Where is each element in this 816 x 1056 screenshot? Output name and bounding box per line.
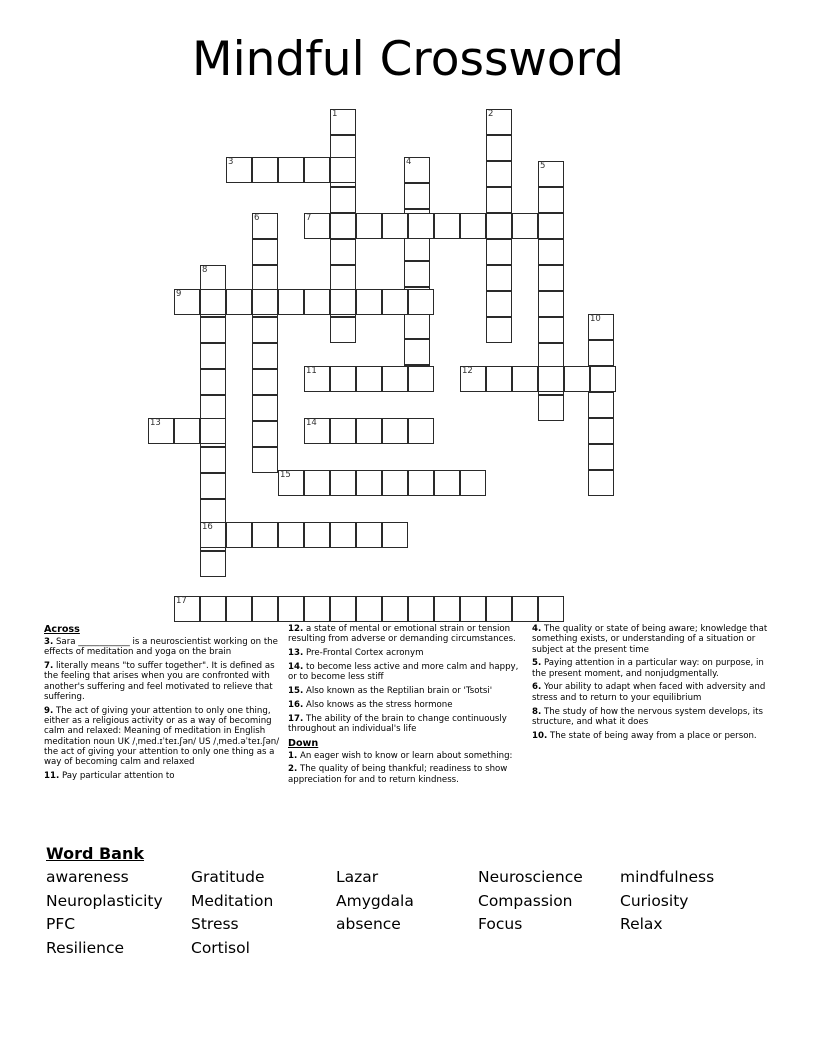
word-bank-word: Compassion	[478, 891, 573, 910]
crossword-cell[interactable]	[200, 265, 226, 291]
cell-number: 6	[254, 213, 260, 223]
cell-number: 4	[406, 157, 412, 167]
crossword-cell[interactable]	[356, 596, 382, 622]
crossword-cell[interactable]	[356, 522, 382, 548]
clue-number: 17.	[288, 713, 304, 724]
cell-number: 10	[590, 314, 601, 324]
cell-number: 3	[228, 157, 234, 167]
crossword-cell[interactable]	[174, 596, 200, 622]
crossword-cell[interactable]	[486, 187, 512, 213]
crossword-cell[interactable]	[330, 213, 356, 239]
word-bank-word: Lazar	[336, 868, 379, 886]
crossword-cell[interactable]	[588, 392, 614, 418]
crossword-cell[interactable]	[200, 522, 226, 548]
crossword-cell[interactable]	[512, 596, 538, 622]
crossword-cell[interactable]	[538, 596, 564, 622]
word-bank-word: awareness	[46, 868, 129, 886]
cell-number: 16	[202, 522, 213, 532]
clue-item: 14. to become less active and more calm and happy, or to become less stiff	[288, 661, 519, 683]
clue-item: 12. a state of mental or emotional strain or tension resulting from adverse or demanding circumstances.	[288, 624, 516, 645]
crossword-cell[interactable]	[404, 183, 430, 209]
crossword-cell[interactable]	[408, 418, 434, 444]
across-heading: Across	[44, 624, 80, 635]
clue-item: 1. An eager wish to know or learn about something:	[288, 750, 513, 761]
crossword-cell[interactable]	[356, 366, 382, 392]
cell-number: 15	[280, 470, 291, 480]
crossword-cell[interactable]	[588, 418, 614, 444]
word-bank-word: Relax	[620, 915, 663, 933]
crossword-cell[interactable]	[226, 522, 252, 548]
crossword-cell[interactable]	[330, 596, 356, 622]
clues-section	[44, 624, 780, 829]
crossword-cell[interactable]	[252, 421, 278, 447]
crossword-cell[interactable]	[538, 161, 564, 187]
clue-item: 9. The act of giving your attention to only one thing, either as a religious activity or as a way of becoming calm and relaxed: Meaning of meditation in English meditation noun UK /ˌmed.ɪˈteɪ.ʃən/ US /ˌmed.əˈteɪ.ʃən/ the act of giving your attention to only one thing as a way of becoming calm and relaxed	[44, 705, 280, 768]
word-bank-word: Gratitude	[191, 868, 265, 886]
cell-number: 9	[176, 289, 182, 299]
crossword-cell[interactable]	[382, 289, 408, 315]
crossword-cell[interactable]	[226, 157, 252, 183]
crossword-cell[interactable]	[200, 369, 226, 395]
clue-item: 16. Also knows as the stress hormone	[288, 699, 453, 710]
crossword-cell[interactable]	[200, 473, 226, 499]
crossword-cell[interactable]	[538, 187, 564, 213]
crossword-cell[interactable]	[460, 470, 486, 496]
clue-number: 16.	[288, 699, 304, 710]
clue-item: 3. Sara ____________ is a neuroscientist working on the effects of meditation and yoga on the brain	[44, 637, 278, 658]
word-bank-word: Curiosity	[620, 891, 689, 910]
crossword-cell[interactable]	[252, 522, 278, 548]
clue-number: 3.	[44, 637, 54, 647]
clue-item: 10. The state of being away from a place or person.	[532, 730, 757, 741]
crossword-cell[interactable]	[588, 314, 614, 340]
crossword-cell[interactable]	[278, 289, 304, 315]
clue-item: 17. The ability of the brain to change continuously throughout an individual's life	[288, 713, 507, 734]
word-bank-word: Resilience	[46, 938, 125, 957]
crossword-cell[interactable]	[486, 366, 512, 392]
crossword-cell[interactable]	[486, 596, 512, 622]
word-bank-title: Word Bank	[46, 844, 145, 863]
crossword-cell[interactable]	[538, 265, 564, 291]
cell-number: 1	[332, 109, 338, 119]
crossword-cell[interactable]	[252, 289, 278, 315]
crossword-cell[interactable]	[486, 291, 512, 317]
crossword-cell[interactable]	[382, 366, 408, 392]
crossword-cell[interactable]	[564, 366, 590, 392]
crossword-cell[interactable]	[404, 313, 430, 339]
crossword-cell[interactable]	[252, 239, 278, 265]
crossword-cell[interactable]	[252, 596, 278, 622]
crossword-cell[interactable]	[304, 522, 330, 548]
crossword-cell[interactable]	[538, 317, 564, 343]
crossword-cell[interactable]	[226, 596, 252, 622]
clue-item: 4. The quality or state of being aware; knowledge that something exists, or understanding of a situation or subject at the present time	[532, 624, 768, 655]
crossword-cell[interactable]	[174, 418, 200, 444]
clue-number: 12.	[288, 624, 304, 634]
clue-item: 2. The quality of being thankful; readiness to show appreciation for and to return kindness.	[288, 764, 508, 785]
word-bank	[46, 844, 776, 960]
crossword-cell[interactable]	[512, 366, 538, 392]
crossword-cell[interactable]	[356, 213, 382, 239]
clue-item: 7. literally means "to suffer together". It is defined as the feeling that arises when you are confronted with another's suffering and feel motivated to relieve that suffering.	[44, 661, 275, 702]
crossword-cell[interactable]	[330, 157, 356, 183]
crossword-cell[interactable]	[590, 366, 616, 392]
crossword-cell[interactable]	[200, 596, 226, 622]
cell-number: 5	[540, 161, 546, 171]
crossword-cell[interactable]	[278, 596, 304, 622]
crossword-cell[interactable]	[408, 470, 434, 496]
clue-number: 5.	[532, 658, 542, 669]
crossword-cell[interactable]	[304, 157, 330, 183]
crossword-cell[interactable]	[330, 366, 356, 392]
crossword-cell[interactable]	[434, 596, 460, 622]
crossword-cell[interactable]	[330, 289, 356, 315]
crossword-cell[interactable]	[408, 289, 434, 315]
crossword-cell[interactable]	[200, 418, 226, 444]
crossword-cell[interactable]	[486, 161, 512, 187]
crossword-cell[interactable]	[486, 239, 512, 265]
crossword-cell[interactable]	[382, 522, 408, 548]
clue-number: 10.	[532, 730, 548, 741]
cell-number: 13	[150, 418, 161, 428]
clue-number: 14.	[288, 661, 304, 672]
crossword-cell[interactable]	[174, 289, 200, 315]
crossword-cell[interactable]	[330, 418, 356, 444]
crossword-cell[interactable]	[330, 265, 356, 291]
crossword-cell[interactable]	[252, 317, 278, 343]
crossword-cell[interactable]	[330, 470, 356, 496]
crossword-cell[interactable]	[408, 366, 434, 392]
clue-item: 15. Also known as the Reptilian brain or 'Tsotsi'	[288, 685, 493, 696]
crossword-cell[interactable]	[304, 470, 330, 496]
crossword-cell[interactable]	[486, 109, 512, 135]
crossword-cell[interactable]	[356, 289, 382, 315]
clue-number: 4.	[532, 624, 542, 634]
crossword-cell[interactable]	[408, 213, 434, 239]
word-bank-word: Meditation	[191, 891, 274, 910]
crossword-cell[interactable]	[330, 522, 356, 548]
crossword-cell[interactable]	[330, 109, 356, 135]
cell-number: 17	[176, 596, 187, 606]
clue-number: 6.	[532, 682, 542, 693]
crossword-cell[interactable]	[278, 157, 304, 183]
word-bank-word: Neuroscience	[478, 868, 583, 886]
crossword-cell[interactable]	[486, 317, 512, 343]
word-bank-word: Focus	[478, 915, 523, 933]
crossword-cell[interactable]	[538, 213, 564, 239]
crossword-cell[interactable]	[304, 213, 330, 239]
clues-column-3	[532, 624, 780, 744]
crossword-cell[interactable]	[408, 596, 434, 622]
crossword-cell[interactable]	[434, 213, 460, 239]
clue-number: 2.	[288, 764, 298, 775]
cell-number: 2	[488, 109, 494, 119]
crossword-cell[interactable]	[460, 213, 486, 239]
crossword-cell[interactable]	[486, 213, 512, 239]
crossword-cell[interactable]	[460, 366, 486, 392]
word-bank-word: PFC	[46, 915, 76, 933]
clue-item: 11. Pay particular attention to	[44, 771, 175, 782]
crossword-cell[interactable]	[252, 157, 278, 183]
word-bank-word: Cortisol	[191, 938, 250, 957]
clue-number: 9.	[44, 705, 54, 716]
cell-number: 11	[306, 366, 317, 376]
cell-number: 12	[462, 366, 473, 376]
crossword-cell[interactable]	[252, 447, 278, 473]
crossword-cell[interactable]	[200, 551, 226, 577]
word-bank-list	[46, 866, 776, 960]
crossword-cell[interactable]	[200, 289, 226, 315]
cell-number: 14	[306, 418, 317, 428]
crossword-cell[interactable]	[538, 239, 564, 265]
crossword-cell[interactable]	[404, 157, 430, 183]
crossword-cell[interactable]	[304, 289, 330, 315]
word-bank-word: Stress	[191, 915, 239, 933]
crossword-cell[interactable]	[148, 418, 174, 444]
cell-number: 7	[306, 213, 312, 223]
crossword-cell[interactable]	[404, 339, 430, 365]
crossword-cell[interactable]	[356, 418, 382, 444]
clue-number: 7.	[44, 661, 54, 672]
crossword-cell[interactable]	[252, 213, 278, 239]
crossword-cell[interactable]	[304, 596, 330, 622]
crossword-cell[interactable]	[460, 596, 486, 622]
crossword-cell[interactable]	[278, 522, 304, 548]
clue-number: 15.	[288, 685, 304, 696]
crossword-cell[interactable]	[434, 470, 460, 496]
clue-item: 5. Paying attention in a particular way: on purpose, in the present moment, and nonjudgmentally.	[532, 658, 764, 679]
clue-item: 8. The study of how the nervous system develops, its structure, and what it does	[532, 706, 764, 727]
clue-number: 11.	[44, 771, 60, 782]
crossword-cell[interactable]	[304, 366, 330, 392]
crossword-cell[interactable]	[200, 317, 226, 343]
clue-number: 8.	[532, 706, 542, 717]
crossword-cell[interactable]	[382, 470, 408, 496]
crossword-cell[interactable]	[330, 317, 356, 343]
crossword-cell[interactable]	[382, 213, 408, 239]
crossword-cell[interactable]	[588, 470, 614, 496]
word-bank-word: mindfulness	[620, 868, 715, 886]
word-bank-word: absence	[336, 915, 401, 933]
clues-column-1	[44, 624, 282, 785]
crossword-cell[interactable]	[200, 447, 226, 473]
down-heading: Down	[288, 737, 319, 749]
clue-item: 6. Your ability to adapt when faced with adversity and stress and to return to your equilibrium	[532, 682, 766, 703]
word-bank-word: Neuroplasticity	[46, 891, 163, 910]
crossword-cell[interactable]	[252, 265, 278, 291]
crossword-cell[interactable]	[304, 418, 330, 444]
crossword-cell[interactable]	[382, 596, 408, 622]
clue-number: 1.	[288, 750, 298, 761]
crossword-cell[interactable]	[252, 395, 278, 421]
crossword-cell[interactable]	[226, 289, 252, 315]
crossword-cell[interactable]	[512, 213, 538, 239]
clues-column-2	[288, 624, 526, 789]
crossword-cell[interactable]	[588, 340, 614, 366]
clue-item: 13. Pre-Frontal Cortex acronym	[288, 648, 424, 659]
crossword-cell[interactable]	[330, 187, 356, 213]
clue-number: 13.	[288, 648, 304, 659]
crossword-cell[interactable]	[486, 135, 512, 161]
crossword-cell[interactable]	[200, 343, 226, 369]
crossword-cell[interactable]	[538, 291, 564, 317]
page-title: Mindful Crossword	[192, 32, 624, 87]
crossword-cell[interactable]	[356, 470, 382, 496]
crossword-cell[interactable]	[588, 444, 614, 470]
crossword-cell[interactable]	[382, 418, 408, 444]
crossword-cell[interactable]	[404, 261, 430, 287]
crossword-cell[interactable]	[538, 395, 564, 421]
word-bank-word: Amygdala	[336, 891, 414, 910]
crossword-cell[interactable]	[486, 265, 512, 291]
cell-number: 8	[202, 265, 208, 275]
crossword-cell[interactable]	[278, 470, 304, 496]
crossword-cell[interactable]	[252, 343, 278, 369]
crossword-cell[interactable]	[252, 369, 278, 395]
crossword-cell[interactable]	[538, 366, 564, 392]
crossword-cell[interactable]	[330, 239, 356, 265]
